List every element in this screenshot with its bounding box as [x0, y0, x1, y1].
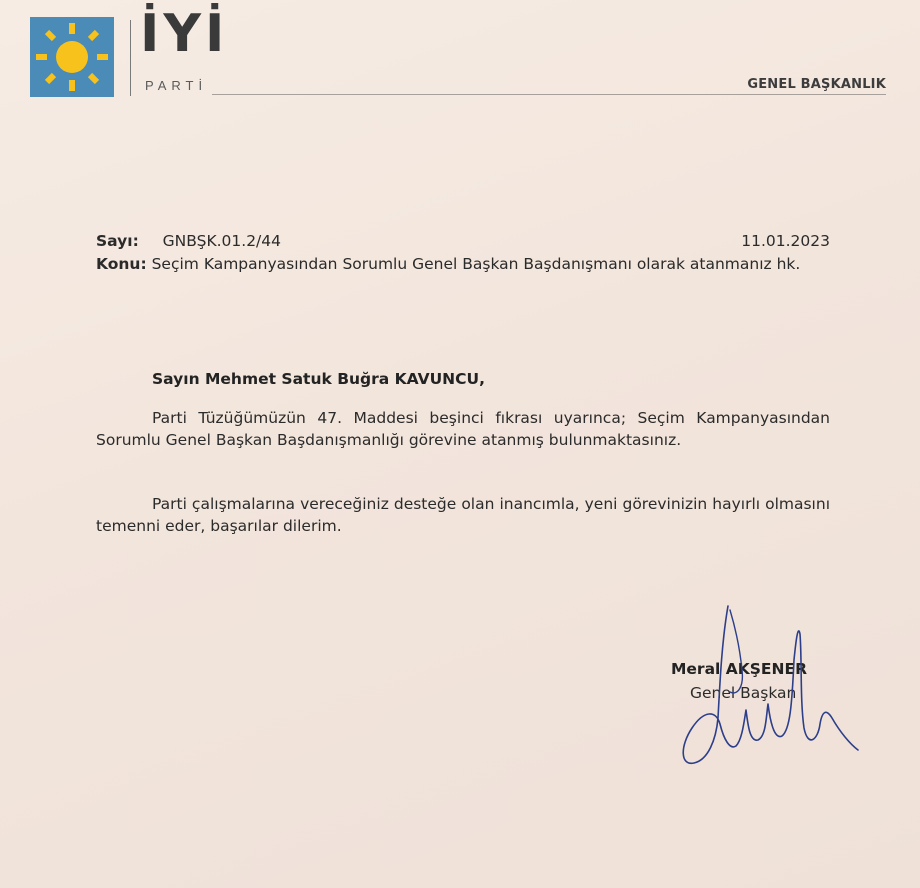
signer-name: Meral AKŞENER [671, 660, 808, 678]
sun-icon [30, 17, 114, 97]
body-paragraph: Parti çalışmalarına vereceğiniz desteğe olan inancımla, yeni görevinizin hayırlı olmasını temenni eder, başarılar dilerim. [96, 495, 830, 535]
subject-label: Konu: [96, 255, 147, 273]
number-value: GNBŞK.01.2/44 [162, 232, 281, 250]
salutation: Sayın Mehmet Satuk Buğra KAVUNCU, [152, 370, 486, 388]
letter-date: 11.01.2023 [741, 232, 830, 250]
office-name: GENEL BAŞKANLIK [747, 77, 886, 92]
reference-line [96, 232, 830, 250]
signer-title: Genel Başkan [690, 684, 797, 702]
brand-divider [130, 20, 131, 96]
body-paragraph: Parti Tüzüğümüzün 47. Maddesi beşinci fıkrası uyarınca; Seçim Kampanyasından Sorumlu Genel Başkan Başdanışmanlığı görevine atanmış bulunmaktasınız. [96, 409, 830, 449]
subject-value: Seçim Kampanyasından Sorumlu Genel Başkan Başdanışmanı olarak atanmanız hk. [151, 255, 801, 273]
party-logo [30, 17, 114, 97]
number-label: Sayı: [96, 232, 139, 250]
subject-line [96, 254, 830, 275]
brand-subtitle: PARTİ [145, 78, 208, 93]
brand-name: İYİ [140, 4, 229, 64]
header-rule [212, 94, 886, 95]
